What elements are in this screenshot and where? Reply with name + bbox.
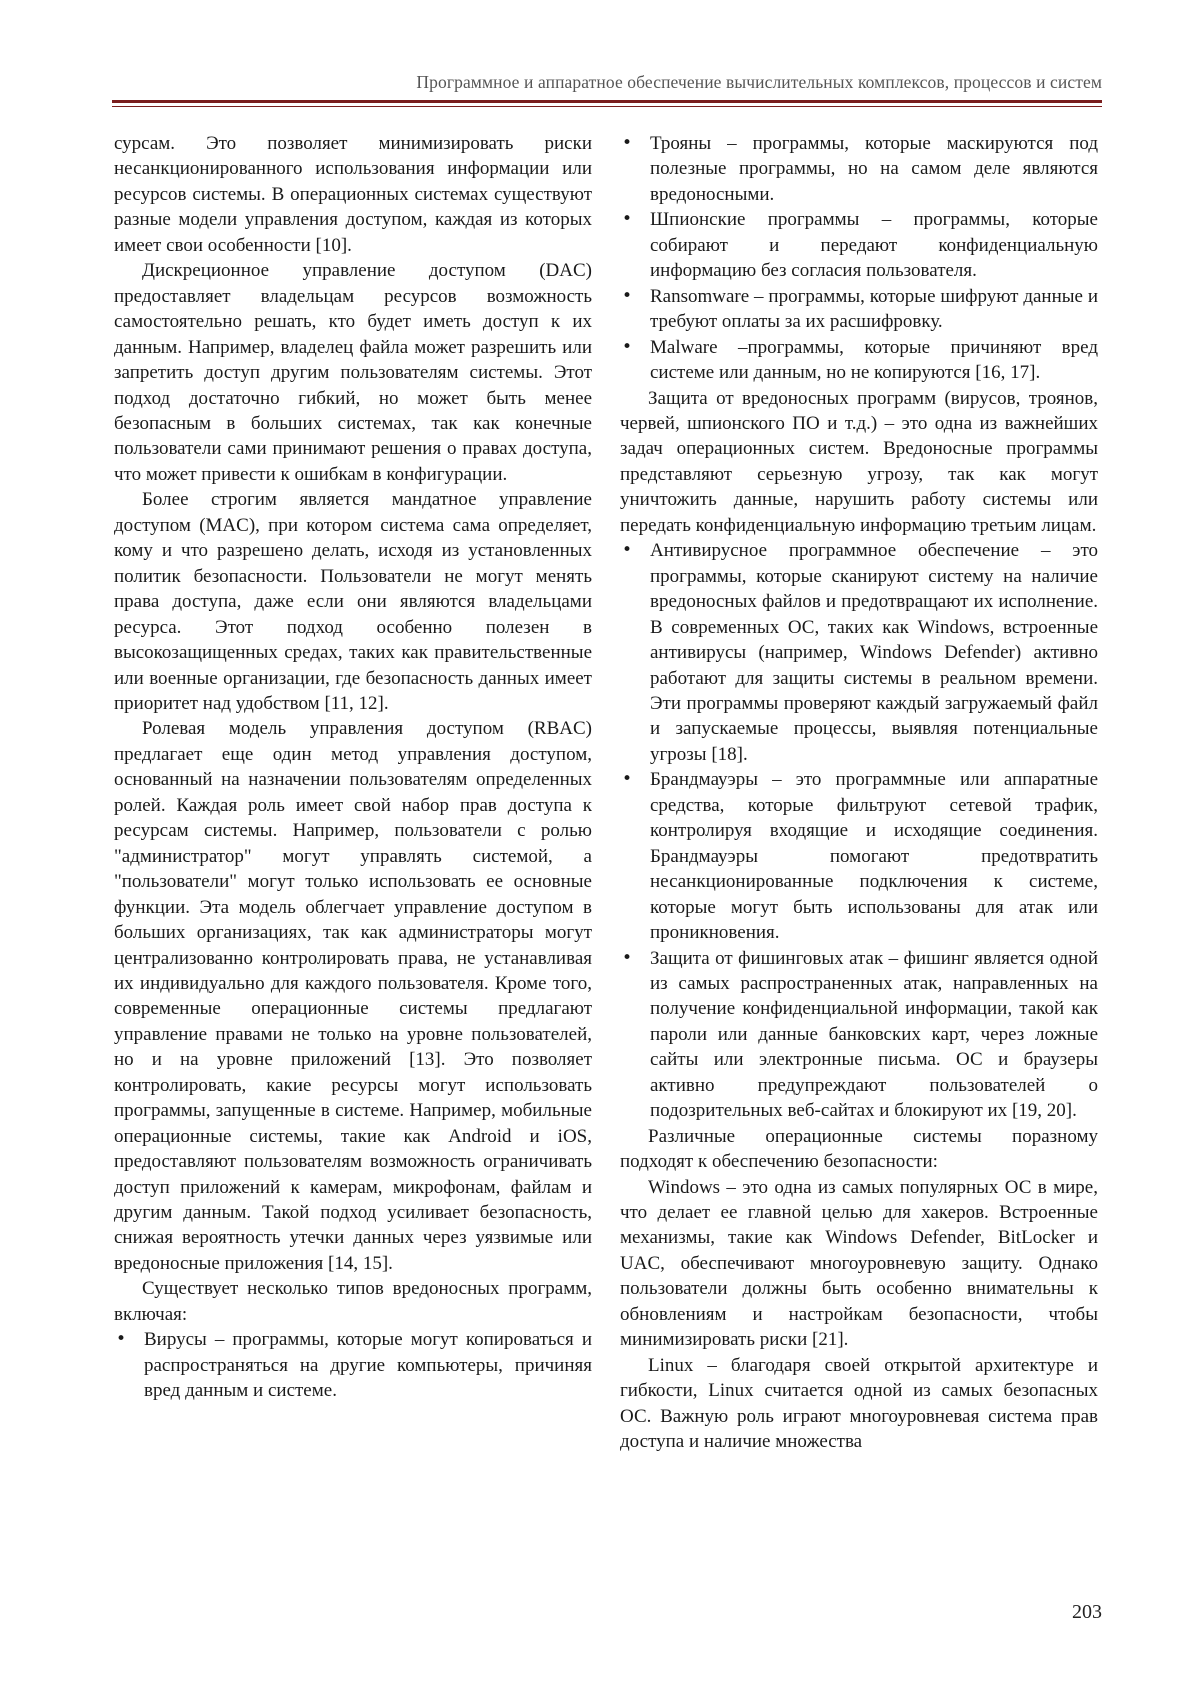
list-item: • Брандмауэры – это программные или аппаратные средства, которые фильтруют сетевой трафик, контролируя входящие и исходящие соединения. Брандмауэры помогают предотвратить несанкционированные подключения к системе, которые могут быть использованы для атак или проникновения. xyxy=(620,767,1098,945)
running-header: Программное и аппаратное обеспечение вычислительных комплексов, процессов и систем xyxy=(416,72,1102,92)
list-item: • Malware –программы, которые причиняют вред системе или данным, но не копируются [16, 17]. xyxy=(620,335,1098,386)
paragraph-malware-intro: Существует несколько типов вредоносных программ, включая: xyxy=(114,1278,592,1325)
paragraph-os-approaches: Различные операционные системы поразному подходят к обеспечению безопасности: xyxy=(620,1125,1098,1173)
header-rule-thick xyxy=(112,100,1102,103)
list-item: • Антивирусное программное обеспечение – это программы, которые сканируют систему на наличие вредоносных файлов и предотвращают их исполнение. В современных ОС, таких как Windows, встроенные антивирусы (например, Windows Defender) активно работают для защиты системы в реальном времени. Эти программы проверяют каждый загружаемый файл и запускаемые процессы, выявляя потенциальные угрозы [18]. xyxy=(620,538,1098,767)
bullet-list xyxy=(620,538,1098,1123)
paragraph-linux: Linux – благодаря своей открытой архитектуре и гибкости, Linux считается одной из самых безопасных ОС. Важную роль играют многоуровневая система прав доступа и наличие множества xyxy=(620,1354,1098,1453)
paragraph-mac: Более строгим является мандатное управление доступом (MAC), при котором система сама определяет, кому и что разрешено делать, исходя из установленных политик безопасности. Пользователи не могут менять права доступа, даже если они являются владельцами ресурса. Этот подход особенно полезен в высокозащищенных средах, таких как правительственные или военные организации, где безопасность данных имеет приоритет над удобством [11, 12]. xyxy=(114,489,592,714)
header-rule-thin xyxy=(112,106,1102,107)
list-item: • Ransomware – программы, которые шифруют данные и требуют оплаты за их расшифровку. xyxy=(620,284,1098,335)
paragraph-malware-protection: Защита от вредоносных программ (вирусов, троянов, червей, шпионского ПО и т.д.) – это одна из важнейших задач операционных систем. Вредоносные программы представляют серьезную угрозу, так как могут уничтожить данные, нарушить работу системы или передать конфиденциальную информацию третьим лицам. xyxy=(620,387,1098,536)
list-item: • Шпионские программы – программы, которые собирают и передают конфиденциальную информацию без согласия пользователя. xyxy=(620,207,1098,283)
list-item: • Трояны – программы, которые маскируются под полезные программы, но на самом деле являются вредоносными. xyxy=(620,131,1098,207)
left-column xyxy=(114,131,592,1404)
bullet-list xyxy=(114,1327,592,1403)
right-column xyxy=(620,131,1098,1455)
list-item: • Вирусы – программы, которые могут копироваться и распространяться на другие компьютеры, причиняя вред данным и системе. xyxy=(114,1327,592,1403)
bullet-list xyxy=(620,131,1098,386)
page-number: 203 xyxy=(1072,1601,1102,1623)
list-item: • Защита от фишинговых атак – фишинг является одной из самых распространенных атак, направленных на получение конфиденциальной информации, такой как пароли или данные банковских карт, через ложные сайты или электронные письма. ОС и браузеры активно предупреждают пользователей о подозрительных веб-сайтах и блокируют их [19, 20]. xyxy=(620,946,1098,1124)
paragraph: сурсам. Это позволяет минимизировать риски несанкционированного использования информации или ресурсов системы. В операционных системах существуют разные модели управления доступом, каждая из которых имеет свои особенности [10]. xyxy=(114,133,592,256)
paragraph-dac: Дискреционное управление доступом (DAC) предоставляет владельцам ресурсов возможность самостоятельно решать, кто будет иметь доступ к их данным. Например, владелец файла может разрешить или запретить доступ другим пользователям системы. Этот подход достаточно гибкий, но может быть менее безопасным в больших системах, так как конечные пользователи сами принимают решения о правах доступа, что может привести к ошибкам в конфигурации. xyxy=(114,260,592,485)
paragraph-windows: Windows – это одна из самых популярных ОС в мире, что делает ее главной целью для хакеров. Встроенные механизмы, такие как Windows Defender, BitLocker и UAC, обеспечивают многоуровневую защиту. Однако пользователи должны быть особенно внимательны к обновлениям и настройкам безопасности, чтобы минимизировать риски [21]. xyxy=(620,1176,1098,1351)
paragraph-rbac: Ролевая модель управления доступом (RBAC) предлагает еще один метод управления доступом, основанный на назначении пользователям определенных ролей. Каждая роль имеет свой набор прав доступа к ресурсам системы. Например, пользователи с ролью "администратор" могут управлять системой, а "пользователи" могут только использовать ее основные функции. Эта модель облегчает управление доступом в больших организациях, так как администраторы могут централизованно контролировать права, не устанавливая их индивидуально для каждого пользователя. Кроме того, современные операционные системы предлагают управление правами не только на уровне пользователей, но и на уровне приложений [13]. Это позволяет контролировать, какие ресурсы могут использовать программы, запущенные в системе. Например, мобильные операционные системы, такие как Android и iOS, предоставляют пользователям возможность ограничивать доступ приложений к камерам, микрофонам, файлам и другим данным. Такой подход усиливает безопасность, снижая вероятность утечки данных через уязвимые или вредоносные приложения [14, 15]. xyxy=(114,718,592,1274)
